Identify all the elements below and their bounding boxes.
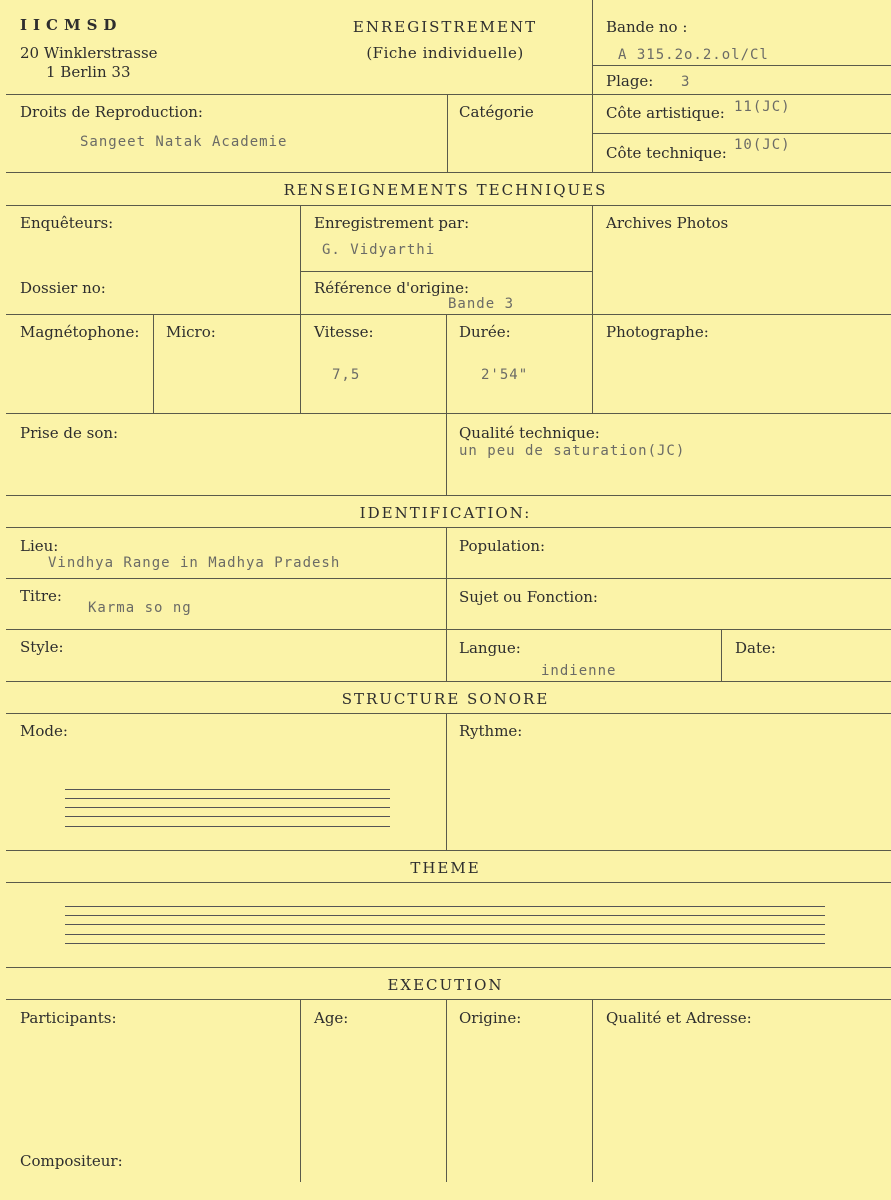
qualite-technique-value: un peu de saturation(JC) xyxy=(459,443,686,459)
bande-value: A 315.2o.2.ol/Cl xyxy=(618,47,769,63)
enqueteurs-label: Enquêteurs: xyxy=(20,214,114,232)
grid-line xyxy=(592,999,593,1182)
reference-value: Bande 3 xyxy=(448,296,515,312)
grid-line xyxy=(300,271,592,272)
grid-line xyxy=(6,967,891,968)
grid-line xyxy=(446,314,447,495)
form-subtitle: (Fiche individuelle) xyxy=(366,44,524,62)
theme-section-title: THEME xyxy=(410,859,481,877)
duree-label: Durée: xyxy=(459,323,511,341)
titre-value: Karma so ng xyxy=(88,600,192,616)
bande-label: Bande no : xyxy=(606,18,688,36)
grid-line xyxy=(592,0,593,172)
categorie-label: Catégorie xyxy=(459,103,534,121)
duree-value: 2'54" xyxy=(481,367,529,383)
identification-section-title: IDENTIFICATION: xyxy=(359,504,532,522)
grid-line xyxy=(6,999,891,1000)
theme-ruled-line xyxy=(65,906,825,907)
grid-line xyxy=(592,133,891,134)
mode-ruled-line xyxy=(65,807,390,808)
cote-artistique-label: Côte artistique: xyxy=(606,104,725,122)
grid-line xyxy=(6,629,891,630)
institute-logo: IICMSD xyxy=(20,16,123,34)
enregistrement-par-value: G. Vidyarthi xyxy=(322,242,436,258)
grid-line xyxy=(446,713,447,850)
photographe-label: Photographe: xyxy=(606,323,709,341)
structure-section-title: STRUCTURE SONORE xyxy=(341,690,550,708)
theme-ruled-line xyxy=(65,915,825,916)
grid-line xyxy=(6,527,891,528)
cote-technique-label: Côte technique: xyxy=(606,144,727,162)
grid-line xyxy=(153,314,154,413)
grid-line xyxy=(6,413,891,414)
cote-artistique-value: 11(JC) xyxy=(734,99,791,115)
grid-line xyxy=(6,578,891,579)
grid-line xyxy=(721,629,722,681)
grid-line xyxy=(6,681,891,682)
rythme-label: Rythme: xyxy=(459,722,523,740)
grid-line xyxy=(300,999,301,1182)
style-label: Style: xyxy=(20,638,64,656)
magnetophone-label: Magnétophone: xyxy=(20,323,140,341)
grid-line xyxy=(6,495,891,496)
address-line-2: 1 Berlin 33 xyxy=(46,63,131,81)
vitesse-label: Vitesse: xyxy=(314,323,374,341)
address-line-1: 20 Winklerstrasse xyxy=(20,44,158,62)
grid-line xyxy=(300,205,301,413)
form-title: ENREGISTREMENT xyxy=(352,18,538,36)
theme-ruled-line xyxy=(65,934,825,935)
mode-ruled-line xyxy=(65,816,390,817)
grid-line xyxy=(6,850,891,851)
langue-label: Langue: xyxy=(459,639,521,657)
population-label: Population: xyxy=(459,537,546,555)
micro-label: Micro: xyxy=(166,323,216,341)
age-label: Age: xyxy=(314,1009,349,1027)
lieu-label: Lieu: xyxy=(20,537,59,555)
dossier-label: Dossier no: xyxy=(20,279,106,297)
date-label: Date: xyxy=(735,639,776,657)
prise-de-son-label: Prise de son: xyxy=(20,424,119,442)
mode-ruled-line xyxy=(65,798,390,799)
grid-line xyxy=(592,65,891,66)
execution-section-title: EXECUTION xyxy=(387,976,504,994)
cote-technique-value: 10(JC) xyxy=(734,137,791,153)
archives-photos-label: Archives Photos xyxy=(606,214,729,232)
langue-value: indienne xyxy=(541,663,617,679)
droits-label: Droits de Reproduction: xyxy=(20,103,203,121)
grid-line xyxy=(592,205,593,413)
grid-line xyxy=(446,999,447,1182)
mode-label: Mode: xyxy=(20,722,68,740)
sujet-label: Sujet ou Fonction: xyxy=(459,588,598,606)
droits-value: Sangeet Natak Academie xyxy=(80,134,288,150)
theme-ruled-line xyxy=(65,924,825,925)
lieu-value: Vindhya Range in Madhya Pradesh xyxy=(48,555,341,571)
plage-label: Plage: xyxy=(606,72,654,90)
plage-value: 3 xyxy=(681,74,691,90)
grid-line xyxy=(6,172,891,173)
vitesse-value: 7,5 xyxy=(332,367,361,383)
grid-line xyxy=(446,527,447,681)
grid-line xyxy=(6,205,891,206)
reference-label: Référence d'origine: xyxy=(314,279,470,297)
titre-label: Titre: xyxy=(20,587,62,605)
enregistrement-par-label: Enregistrement par: xyxy=(314,214,470,232)
mode-ruled-line xyxy=(65,826,390,827)
grid-line xyxy=(447,94,448,172)
grid-line xyxy=(6,94,891,95)
technique-section-title: RENSEIGNEMENTS TECHNIQUES xyxy=(283,181,608,199)
qualite-adresse-label: Qualité et Adresse: xyxy=(606,1009,752,1027)
compositeur-label: Compositeur: xyxy=(20,1152,123,1170)
mode-ruled-line xyxy=(65,789,390,790)
theme-ruled-line xyxy=(65,943,825,944)
grid-line xyxy=(6,882,891,883)
qualite-technique-label: Qualité technique: xyxy=(459,424,600,442)
origine-label: Origine: xyxy=(459,1009,522,1027)
grid-line xyxy=(6,713,891,714)
grid-line xyxy=(6,314,891,315)
participants-label: Participants: xyxy=(20,1009,117,1027)
